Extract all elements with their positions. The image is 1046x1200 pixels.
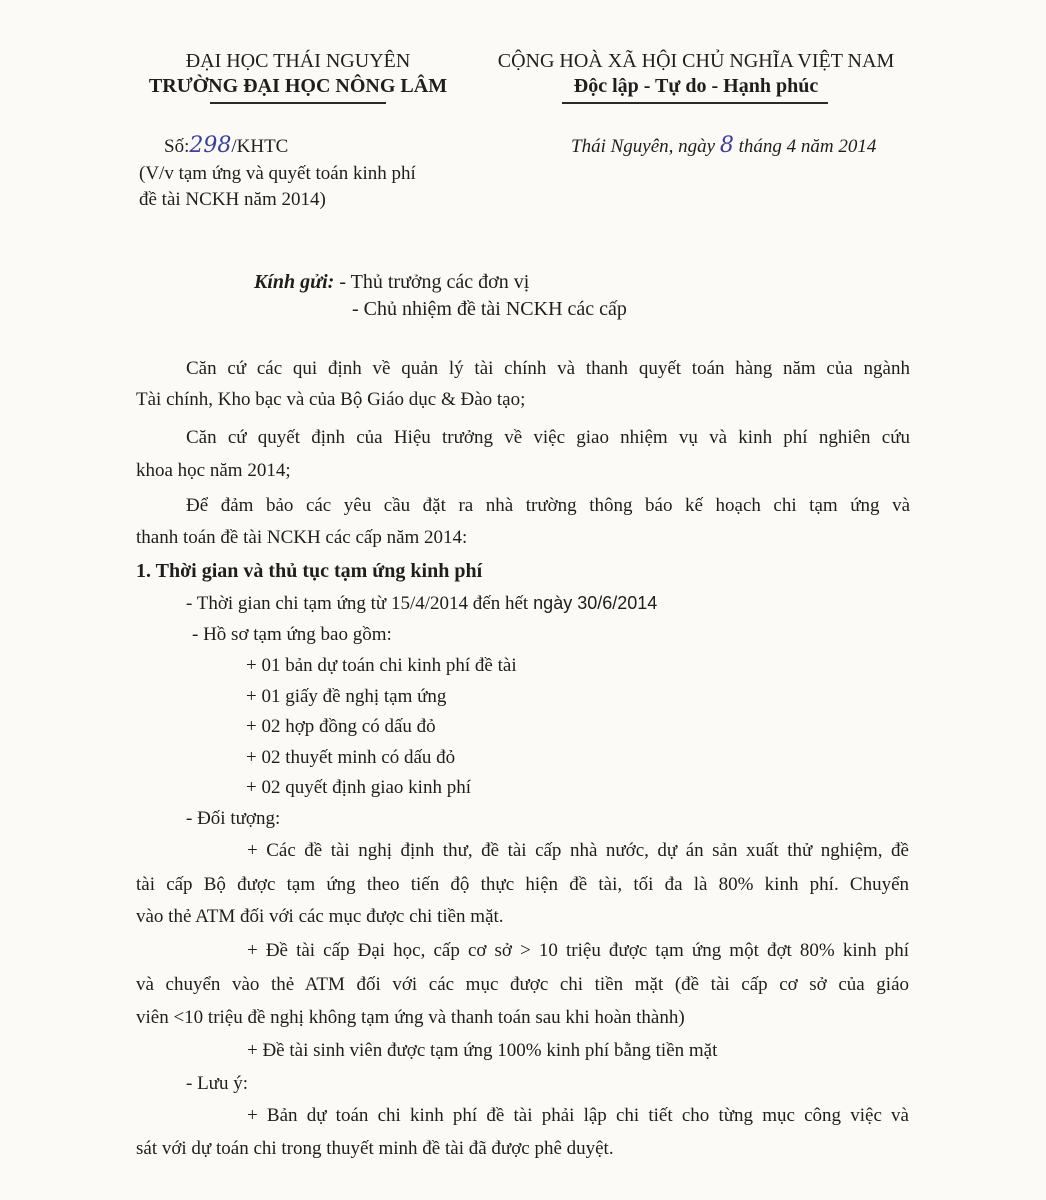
para1-line2: Tài chính, Kho bạc và của Bộ Giáo dục & Đào tạo;: [136, 389, 526, 410]
recipients-line-1: Kính gửi: - Thủ trưởng các đơn vị: [254, 271, 530, 293]
org-underline: [210, 102, 386, 104]
target-3-line1: + Đề tài sinh viên được tạm ứng 100% kinh phí bằng tiền mặt: [247, 1040, 718, 1061]
target-1-line3: vào thẻ ATM đối với các mục được chi tiền mặt.: [136, 906, 504, 927]
org-name: TRƯỜNG ĐẠI HỌC NÔNG LÂM: [148, 75, 448, 97]
para2-line2: khoa học năm 2014;: [136, 460, 291, 481]
dossier-title: - Hồ sơ tạm ứng bao gồm:: [192, 624, 392, 645]
note-1-line2: sát với dự toán chi trong thuyết minh đề tài đã được phê duyệt.: [136, 1138, 614, 1159]
section-1-title: 1. Thời gian và thủ tục tạm ứng kinh phí: [136, 560, 483, 582]
para3-line2: thanh toán đề tài NCKH các cấp năm 2014:: [136, 527, 468, 548]
para3-line1: Để đảm bảo các yêu cầu đặt ra nhà trường thông báo kế hoạch chi tạm ứng và: [186, 495, 910, 516]
target-2-line1: + Đề tài cấp Đại học, cấp cơ sở > 10 triệu được tạm ứng một đợt 80% kinh phí: [247, 940, 909, 961]
para2-line1: Căn cứ quyết định của Hiệu trưởng về việc giao nhiệm vụ và kinh phí nghiên cứu: [186, 427, 910, 448]
country-motto: Độc lập - Tự do - Hạnh phúc: [573, 75, 819, 97]
target-2-line2: và chuyển vào thẻ ATM đối với các mục được chi tiền mặt (đề tài cấp cơ sở của giáo: [136, 974, 909, 995]
note-1-line1: + Bản dự toán chi kinh phí đề tài phải lập chi tiết cho từng mục công việc và: [247, 1105, 909, 1126]
handwritten-day: 8: [719, 133, 734, 158]
dossier-item: + 01 giấy đề nghị tạm ứng: [246, 686, 447, 707]
subject-line-1: (V/v tạm ứng và quyết toán kinh phí: [139, 163, 416, 184]
target-1-line2: tài cấp Bộ được tạm ứng theo tiến độ thực hiện đề tài, tối đa là 80% kinh phí. Chuyển: [136, 874, 909, 895]
advance-time: - Thời gian chi tạm ứng từ 15/4/2014 đến hết ngày 30/6/2014: [186, 593, 658, 614]
org-parent: ĐẠI HỌC THÁI NGUYÊN: [185, 50, 411, 72]
country-name: CỘNG HOÀ XÃ HỘI CHỦ NGHĨA VIỆT NAM: [497, 50, 895, 72]
motto-underline: [562, 102, 828, 104]
place-date: Thái Nguyên, ngày 8 tháng 4 năm 2014: [571, 133, 877, 158]
target-title: - Đối tượng:: [186, 808, 281, 829]
para1-line1: Căn cứ các qui định về quản lý tài chính và thanh quyết toán hàng năm của ngành: [186, 358, 910, 379]
recipients-line-2: - Chủ nhiệm đề tài NCKH các cấp: [352, 298, 627, 320]
document-number: Số:298/KHTC: [164, 133, 289, 158]
target-2-line3: viên <10 triệu đề nghị không tạm ứng và thanh toán sau khi hoàn thành): [136, 1007, 685, 1028]
dossier-item: + 02 thuyết minh có dấu đỏ: [246, 747, 456, 768]
dossier-item: + 02 hợp đồng có dấu đỏ: [246, 716, 436, 737]
handwritten-number: 298: [189, 133, 232, 158]
subject-line-2: đề tài NCKH năm 2014): [139, 189, 326, 210]
dossier-item: + 02 quyết định giao kinh phí: [246, 777, 471, 798]
note-title: - Lưu ý:: [186, 1073, 249, 1094]
target-1-line1: + Các đề tài nghị định thư, đề tài cấp nhà nước, dự án sản xuất thử nghiệm, đề: [247, 840, 909, 861]
dossier-item: + 01 bản dự toán chi kinh phí đề tài: [246, 655, 517, 676]
recipients-label: Kính gửi:: [254, 271, 335, 293]
